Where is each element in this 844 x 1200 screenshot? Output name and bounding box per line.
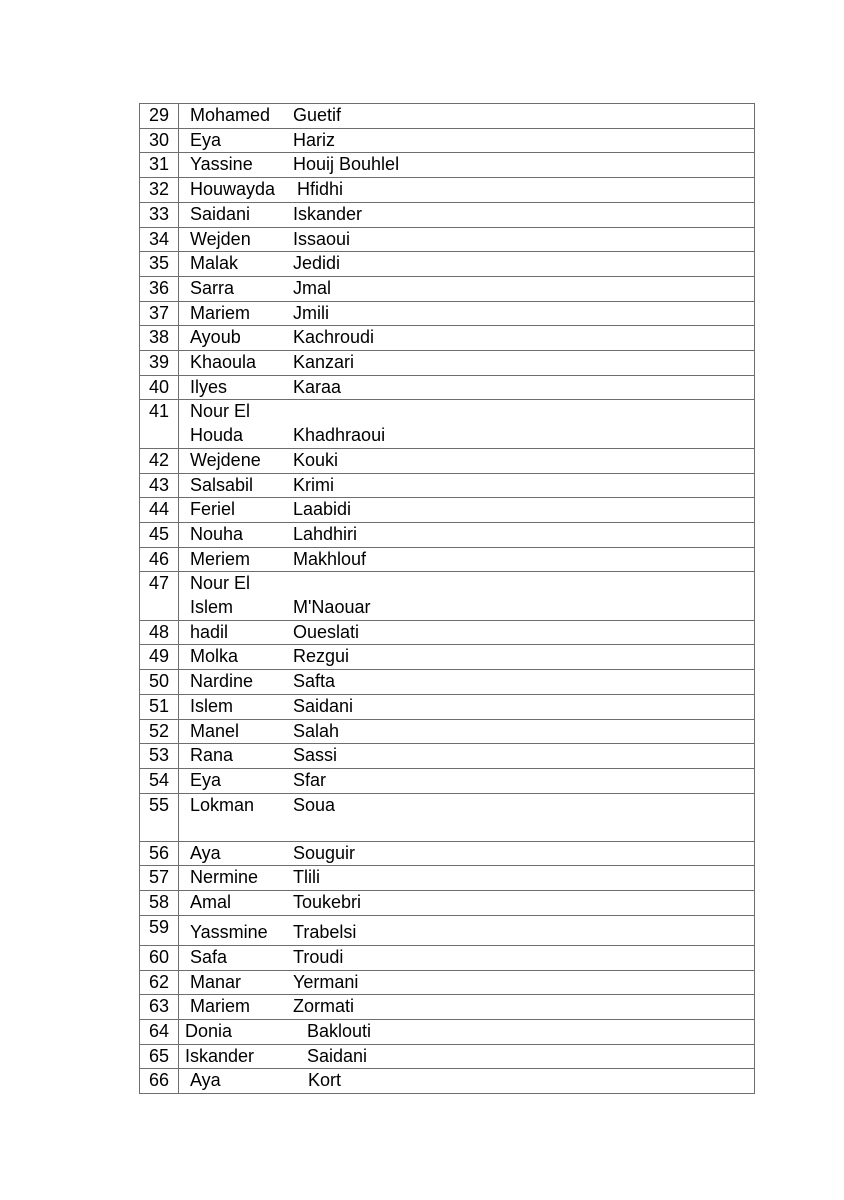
last-name: Iskander (293, 203, 363, 224)
name-cell (179, 473, 755, 498)
name-cell (179, 400, 755, 448)
first-name: Lokman (190, 794, 255, 815)
name-cell (179, 448, 755, 473)
first-name: Nour El Islem (190, 573, 251, 618)
row-number: 56 (140, 841, 179, 866)
last-name: Saidani (293, 695, 354, 716)
name-cell (179, 670, 755, 695)
table-row (140, 768, 755, 793)
name-cell (179, 1044, 755, 1069)
row-number: 43 (140, 473, 179, 498)
first-name: Islem (190, 695, 234, 716)
last-name: Kort (308, 1070, 342, 1091)
row-number: 35 (140, 252, 179, 277)
table-row (140, 128, 755, 153)
first-name: Khaoula (190, 352, 257, 373)
name-cell (179, 768, 755, 793)
last-name: Kachroudi (293, 327, 375, 348)
first-name: Aya (190, 842, 221, 863)
table-row (140, 227, 755, 252)
first-name: Ilyes (190, 376, 228, 397)
name-cell (179, 620, 755, 645)
table-row (140, 1069, 755, 1094)
first-name: Yassmine (190, 921, 268, 942)
last-name: Yermani (293, 971, 359, 992)
table-row (140, 448, 755, 473)
name-cell (179, 326, 755, 351)
last-name: Guetif (293, 105, 342, 125)
table-row (140, 375, 755, 400)
name-cell (179, 995, 755, 1020)
table-row (140, 793, 755, 841)
name-cell (179, 1069, 755, 1094)
first-name: Houwayda (190, 179, 276, 200)
row-number: 36 (140, 276, 179, 301)
row-number: 39 (140, 351, 179, 376)
last-name: Soua (293, 794, 336, 815)
first-name: Rana (190, 745, 234, 766)
first-name: Molka (190, 646, 239, 667)
last-name: Tlili (293, 867, 320, 888)
row-number: 37 (140, 301, 179, 326)
last-name: Jmal (293, 277, 332, 298)
first-name: Wejdene (190, 449, 261, 470)
last-name: Trabelsi (293, 921, 357, 942)
row-number: 54 (140, 768, 179, 793)
table-row (140, 400, 755, 448)
table-row (140, 841, 755, 866)
row-number: 48 (140, 620, 179, 645)
row-number: 65 (140, 1044, 179, 1069)
row-number: 42 (140, 448, 179, 473)
name-cell (179, 276, 755, 301)
name-cell (179, 301, 755, 326)
first-name: Nermine (190, 867, 259, 888)
first-name: Nour El Houda (190, 401, 251, 446)
table-row (140, 995, 755, 1020)
first-name: Mariem (190, 302, 251, 323)
name-cell (179, 841, 755, 866)
last-name: Khadhraoui (293, 425, 386, 446)
row-number: 33 (140, 202, 179, 227)
last-name: Oueslati (293, 621, 360, 642)
row-number: 40 (140, 375, 179, 400)
row-number: 38 (140, 326, 179, 351)
name-cell (179, 351, 755, 376)
first-name: Wejden (190, 228, 251, 249)
row-number: 30 (140, 128, 179, 153)
first-name: Nardine (190, 671, 254, 692)
first-name: Malak (190, 253, 239, 274)
table-row (140, 694, 755, 719)
name-cell (179, 227, 755, 252)
last-name: Jedidi (293, 253, 341, 274)
table-row (140, 1019, 755, 1044)
name-cell (179, 744, 755, 769)
table-row (140, 473, 755, 498)
first-name: Donia (185, 1020, 233, 1041)
row-number: 44 (140, 498, 179, 523)
name-cell (179, 645, 755, 670)
first-name: Saidani (190, 203, 251, 224)
name-cell (179, 547, 755, 572)
table-row (140, 945, 755, 970)
first-name: Aya (190, 1070, 221, 1091)
first-name: Feriel (190, 499, 236, 520)
first-name: hadil (190, 621, 229, 642)
row-number: 41 (140, 400, 179, 448)
table-row (140, 915, 755, 945)
table-row (140, 252, 755, 277)
last-name: Safta (293, 671, 336, 692)
last-name: Salah (293, 720, 340, 741)
row-number: 63 (140, 995, 179, 1020)
table-body (140, 104, 755, 1094)
row-number: 49 (140, 645, 179, 670)
last-name: Sassi (293, 745, 338, 766)
first-name: Manar (190, 971, 242, 992)
row-number: 52 (140, 719, 179, 744)
first-name: Eya (190, 129, 222, 150)
table-row (140, 572, 755, 620)
last-name: Hariz (293, 129, 336, 150)
row-number: 47 (140, 572, 179, 620)
row-number: 51 (140, 694, 179, 719)
row-number: 57 (140, 866, 179, 891)
name-cell (179, 970, 755, 995)
table-row (140, 276, 755, 301)
last-name: Houij Bouhlel (293, 154, 400, 175)
table-row (140, 645, 755, 670)
table-row (140, 970, 755, 995)
last-name: Kanzari (293, 352, 355, 373)
table-row (140, 866, 755, 891)
table-row (140, 891, 755, 916)
first-name: Mariem (190, 996, 251, 1017)
name-cell (179, 915, 755, 945)
table-row (140, 153, 755, 178)
table-row (140, 744, 755, 769)
last-name: Troudi (293, 946, 344, 967)
last-name: Makhlouf (293, 548, 367, 569)
name-cell (179, 153, 755, 178)
last-name: Baklouti (307, 1020, 372, 1041)
name-cell (179, 694, 755, 719)
first-name: Safa (190, 946, 228, 967)
last-name: Souguir (293, 842, 356, 863)
first-name: Mohamed (190, 105, 271, 125)
table-row (140, 522, 755, 547)
row-number: 60 (140, 945, 179, 970)
table-row (140, 104, 755, 129)
student-names-table (139, 103, 755, 1094)
last-name: Lahdhiri (293, 523, 358, 544)
row-number: 53 (140, 744, 179, 769)
first-name: Iskander (185, 1045, 255, 1066)
name-cell (179, 572, 755, 620)
name-cell (179, 252, 755, 277)
last-name: Laabidi (293, 499, 352, 520)
table-row (140, 1044, 755, 1069)
name-cell (179, 891, 755, 916)
name-cell (179, 202, 755, 227)
last-name: Jmili (293, 302, 329, 323)
name-cell (179, 128, 755, 153)
first-name: Manel (190, 720, 240, 741)
last-name: M'Naouar (293, 597, 371, 618)
name-cell (179, 1019, 755, 1044)
first-name: Nouha (190, 523, 244, 544)
first-name: Meriem (190, 548, 251, 569)
first-name: Sarra (190, 277, 235, 298)
row-number: 55 (140, 793, 179, 841)
first-name: Salsabil (190, 474, 254, 495)
row-number: 58 (140, 891, 179, 916)
name-cell (179, 719, 755, 744)
first-name: Ayoub (190, 327, 241, 348)
row-number: 34 (140, 227, 179, 252)
table-row (140, 202, 755, 227)
table-row (140, 498, 755, 523)
name-cell (179, 945, 755, 970)
row-number: 59 (140, 915, 179, 945)
last-name: Krimi (293, 474, 334, 495)
name-cell (179, 375, 755, 400)
table-row (140, 547, 755, 572)
row-number: 66 (140, 1069, 179, 1094)
name-cell (179, 104, 755, 129)
row-number: 31 (140, 153, 179, 178)
table-row (140, 620, 755, 645)
table-row (140, 670, 755, 695)
last-name: Toukebri (293, 892, 362, 913)
name-cell (179, 793, 755, 841)
table-row (140, 719, 755, 744)
name-cell (179, 178, 755, 203)
name-cell (179, 866, 755, 891)
name-cell (179, 522, 755, 547)
first-name: Amal (190, 892, 232, 913)
first-name: Yassine (190, 154, 253, 175)
last-name: Saidani (307, 1045, 368, 1066)
table-row (140, 301, 755, 326)
row-number: 29 (140, 104, 179, 129)
row-number: 45 (140, 522, 179, 547)
table-row (140, 351, 755, 376)
row-number: 62 (140, 970, 179, 995)
last-name: Issaoui (293, 228, 351, 249)
last-name: Rezgui (293, 646, 350, 667)
last-name: Karaa (293, 376, 342, 397)
row-number: 46 (140, 547, 179, 572)
first-name: Eya (190, 769, 222, 790)
last-name: Hfidhi (297, 179, 344, 200)
row-number: 50 (140, 670, 179, 695)
table-row (140, 326, 755, 351)
last-name: Kouki (293, 449, 339, 470)
name-cell (179, 498, 755, 523)
last-name: Sfar (293, 769, 327, 790)
row-number: 32 (140, 178, 179, 203)
row-number: 64 (140, 1019, 179, 1044)
last-name: Zormati (293, 996, 355, 1017)
table-row (140, 178, 755, 203)
